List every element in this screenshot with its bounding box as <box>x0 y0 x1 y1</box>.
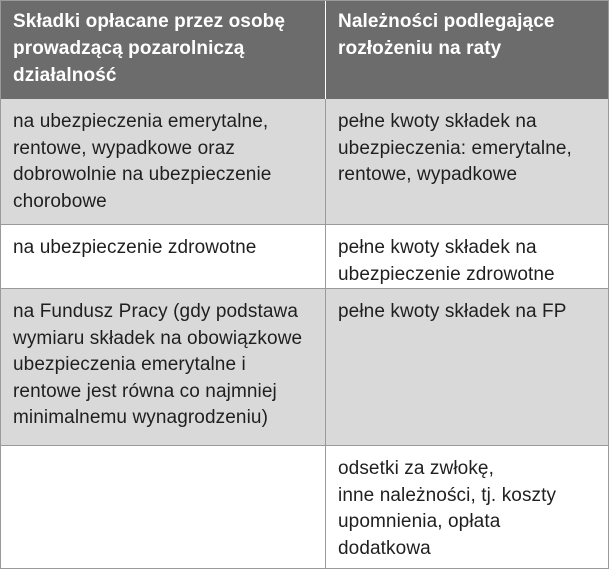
table-cell-installment: odsetki za zwłokę, inne należności, tj. koszty upomnienia, opłata dodatkowa <box>338 458 557 559</box>
table-cell-contribution-empty <box>1 446 326 568</box>
table-cell-contribution: na ubezpieczenie zdrowotne <box>1 225 326 288</box>
table-cell-installment: pełne kwoty składek na ubezpieczenie zdrowotne <box>338 237 555 285</box>
header-cell-contributions: Składki opłacane przez osobę prowadzącą pozarolniczą działalność <box>1 1 326 99</box>
table-cell-installment: pełne kwoty składek na FP <box>338 301 567 322</box>
table-cell-installment: pełne kwoty składek na ubezpieczenia: emerytalne, rentowe, wypadkowe <box>338 111 572 185</box>
table-header-row <box>1 1 608 99</box>
table-row <box>1 99 608 225</box>
table-row <box>1 446 608 568</box>
table-cell-contribution: na Fundusz Pracy (gdy podstawa wymiaru składek na obowiązkowe ubezpieczenia emerytalne i rentowe jest równa co najmniej minimalnemu wynagrodzeniu) <box>1 289 326 445</box>
table-row <box>1 289 608 446</box>
table-cell-contribution: na ubezpieczenia emerytalne, rentowe, wypadkowe oraz dobrowolnie na ubezpieczenie chorobowe <box>1 99 326 224</box>
header-cell-installments: Należności podlegające rozłożeniu na raty <box>338 11 555 59</box>
table-row <box>1 225 608 289</box>
